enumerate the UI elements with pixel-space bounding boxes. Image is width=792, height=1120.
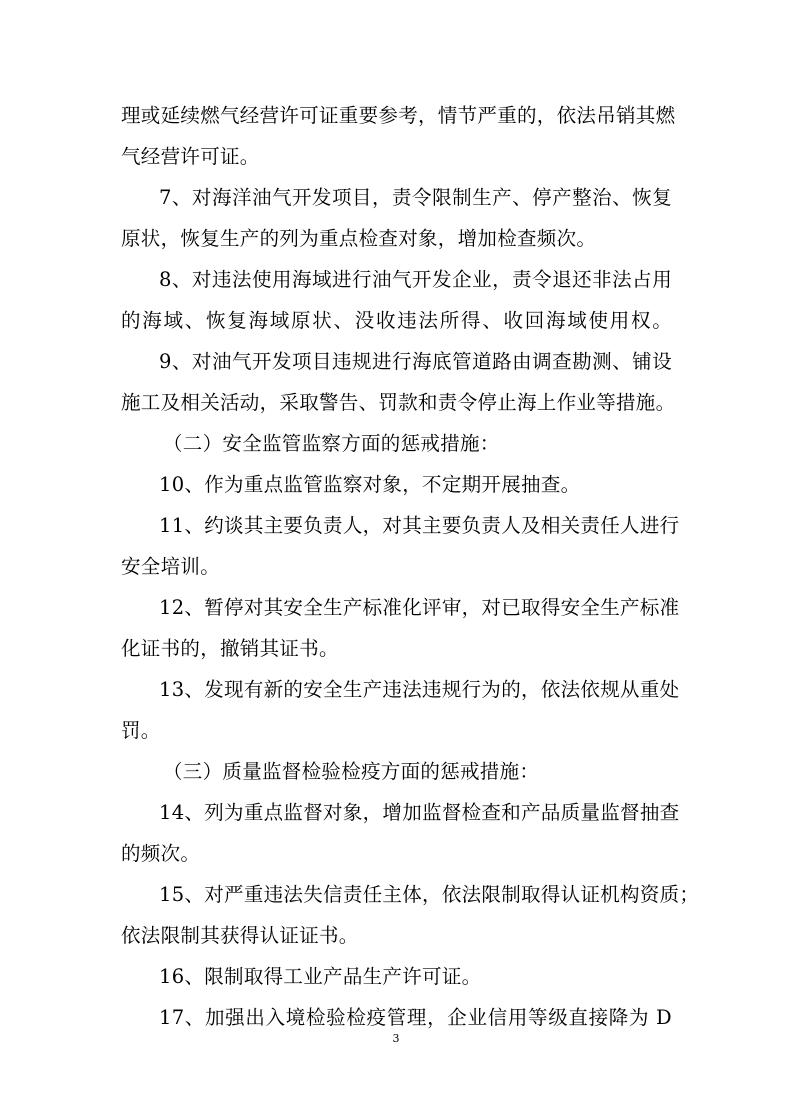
paragraph-line: 15、对严重违法失信责任主体，依法限制取得认证机构资质；: [159, 883, 700, 906]
paragraph-line: 施工及相关活动，采取警告、罚款和责令停止海上作业等措施。: [121, 391, 676, 414]
section-heading: （三）质量监督检验检疫方面的惩戒措施：: [163, 760, 540, 783]
paragraph-line: 气经营许可证。: [121, 145, 260, 168]
paragraph-line: 13、发现有新的安全生产违法违规行为的，依法依规从重处: [159, 678, 680, 701]
paragraph-line: 安全培训。: [121, 555, 221, 578]
page-number: 3: [392, 1032, 400, 1045]
paragraph-line: 的海域、恢复海域原状、没收违法所得、收回海域使用权。: [121, 309, 672, 332]
paragraph-line: 14、列为重点监督对象，增加监督检查和产品质量监督抽查: [159, 801, 680, 824]
paragraph-line: 8、对违法使用海域进行油气开发企业，责令退还非法占用: [159, 268, 672, 291]
section-heading: （二）安全监管监察方面的惩戒措施：: [163, 432, 500, 455]
paragraph-line: 12、暂停对其安全生产标准化评审，对已取得安全生产标准: [159, 596, 680, 619]
paragraph-line: 7、对海洋油气开发项目，责令限制生产、停产整治、恢复: [159, 186, 672, 209]
paragraph-line: 17、加强出入境检验检疫管理，企业信用等级直接降为 D: [159, 1006, 672, 1029]
paragraph-line: 的频次。: [121, 842, 201, 865]
paragraph-line: 11、约谈其主要负责人，对其主要负责人及相关责任人进行: [159, 514, 680, 537]
paragraph-line: 10、作为重点监管监察对象，不定期开展抽查。: [159, 473, 581, 496]
paragraph-line: 依法限制其获得认证证书。: [121, 924, 359, 947]
paragraph-line: 罚。: [121, 719, 161, 742]
paragraph-line: 原状，恢复生产的列为重点检查对象，增加检查频次。: [121, 227, 597, 250]
paragraph-line: 16、限制取得工业产品生产许可证。: [159, 965, 482, 988]
paragraph-line: 化证书的，撤销其证书。: [121, 637, 339, 660]
paragraph-line: 理或延续燃气经营许可证重要参考，情节严重的，依法吊销其燃: [121, 104, 676, 127]
paragraph-line: 9、对油气开发项目违规进行海底管道路由调查勘测、铺设: [159, 350, 672, 373]
